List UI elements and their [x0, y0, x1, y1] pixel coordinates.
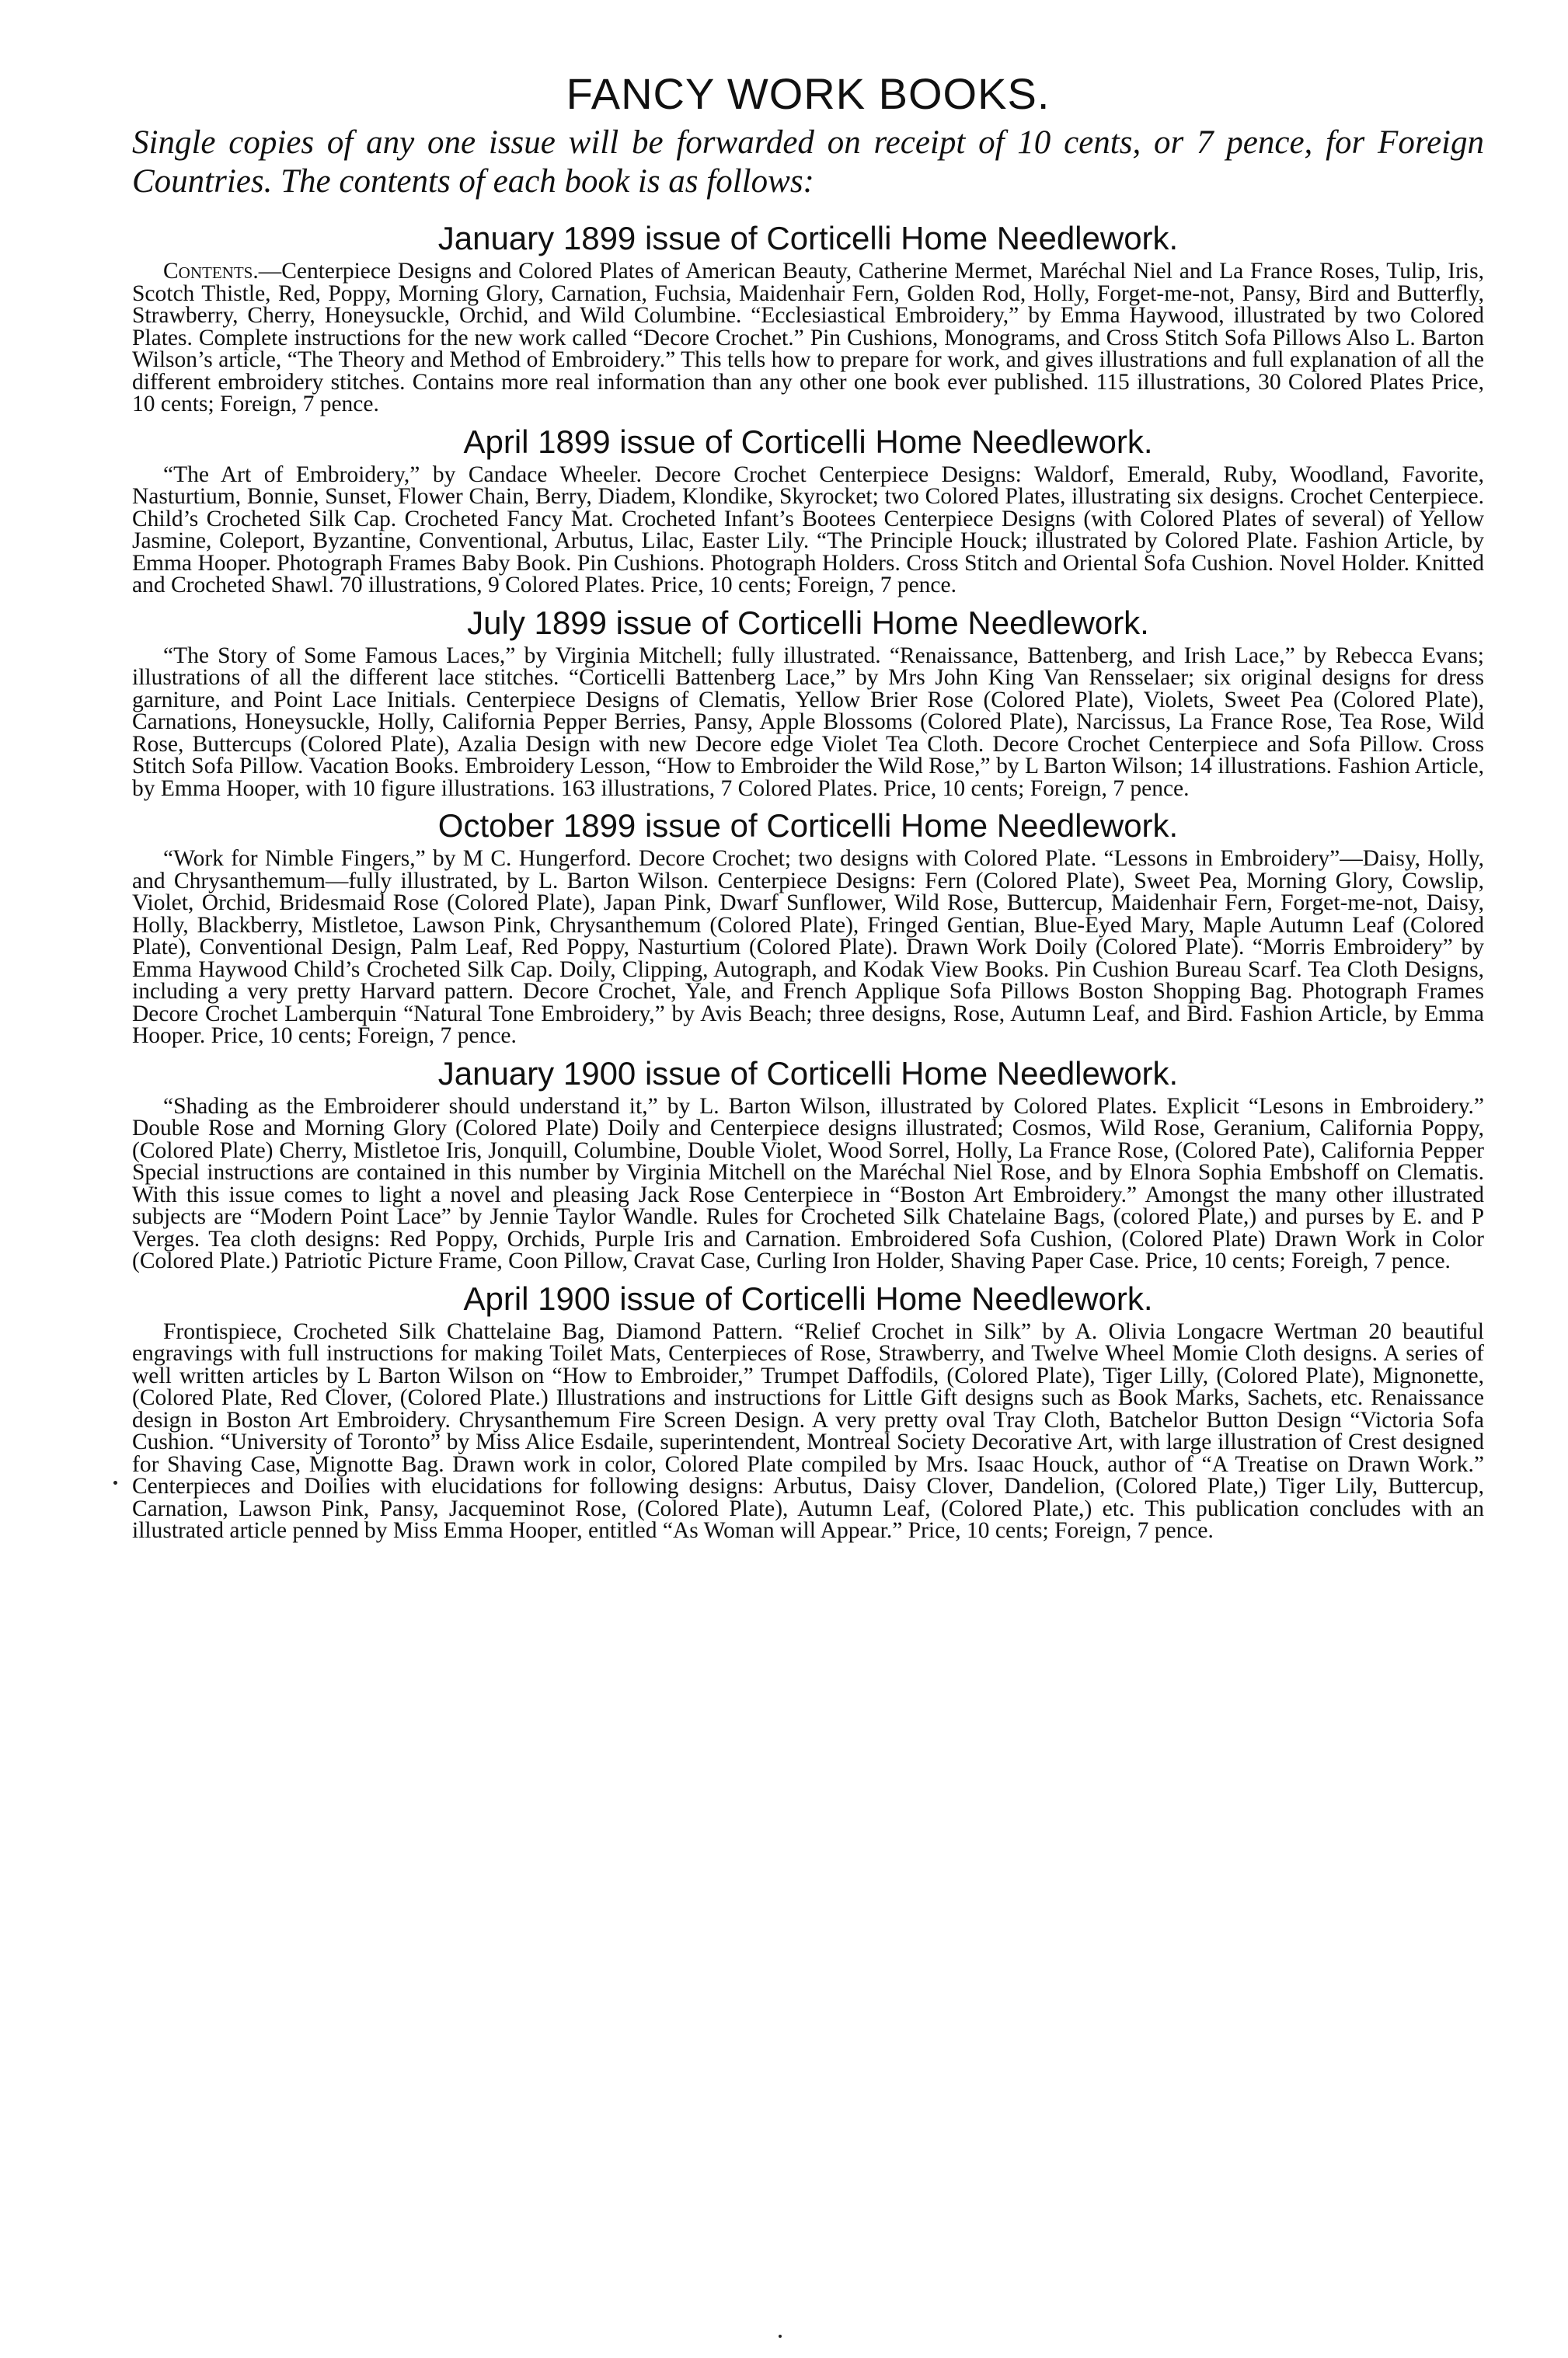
issue-description — [132, 260, 1484, 416]
footer-mark — [779, 2335, 782, 2338]
issue-section-oct-1899 — [132, 807, 1484, 1047]
issue-section-jan-1900 — [132, 1055, 1484, 1273]
issue-description: Frontispiece, Crocheted Silk Chattelaine Bag, Diamond Pattern. “Relief Crochet in Silk” by A. Olivia Longacre Wertman 20 beautiful engravings with full instructions for making Toilet Mats, Centerpieces of Rose, Strawberry, and Twelve Wheel Momie Cloth designs. A series of well written articles by L Barton Wilson on “How to Embroider,” Trumpet Daffodils, (Colored Plate), Tiger Lilly, (Colored Plate), Mignonette, (Colored Plate, Red Clover, (Colored Plate.) Illustrations and instructions for Little Gift designs such as Book Marks, Sachets, etc. Renaissance design in Boston Art Embroidery. Chrysanthemum Fire Screen Design. A very pretty oval Tray Cloth, Batchelor Button Design “Victoria Sofa Cushion. “University of Toronto” by Miss Alice Esdaile, superintendent, Montreal Society Decorative Art, with large illustration of Crest designed for Shaving Case, Mignotte Bag. Drawn work in color, Colored Plate compiled by Mrs. Isaac Houck, author of “A Treatise on Drawn Work.” Centerpieces and Doilies with elucidations for following designs: Arbutus, Daisy Clover, Dandelion, (Colored Plate,) Tiger Lily, Buttercup, Carnation, Lawson Pink, Pansy, Jacqueminot Rose, (Colored Plate), Autumn Leaf, (Colored Plate,) etc. This publication concludes with an illustrated article penned by Miss Emma Hooper, entitled “As Woman will Appear.” Price, 10 cents; Foreign, 7 pence. — [132, 1318, 1484, 1543]
issue-section-apr-1899 — [132, 423, 1484, 597]
issue-description: “The Art of Embroidery,” by Candace Wheeler. Decore Crochet Centerpiece Designs: Waldorf, Emerald, Ruby, Woodland, Favorite, Nasturtium, Bonnie, Sunset, Flower Chain, Berry, Diadem, Klondike, Skyrocket; two Colored Plates, illustrating six designs. Crochet Centerpiece. Child’s Crocheted Silk Cap. Crocheted Fancy Mat. Crocheted Infant’s Bootees Centerpiece Designs (with Colored Plates of several) of Yellow Jasmine, Coleport, Byzantine, Conventional, Arbutus, Lilac, Easter Lily. “The Principle Houck; illustrated by Colored Plate. Fashion Article, by Emma Hooper. Photograph Frames Baby Book. Pin Cushions. Photograph Holders. Cross Stitch and Oriental Sofa Cushion. Novel Holder. Knitted and Crocheted Shawl. 70 illustrations, 9 Colored Plates. Price, 10 cents; Foreign, 7 pence. — [132, 461, 1484, 597]
margin-mark — [113, 1481, 117, 1485]
issue-heading: January 1899 issue of Corticelli Home Needlework. — [437, 220, 1179, 256]
issue-description: “Shading as the Embroiderer should understand it,” by L. Barton Wilson, illustrated by Colored Plates. Explicit “Lesons in Embroidery.” Double Rose and Morning Glory (Colored Plate) Doily and Centerpiece designs illustrated; Cosmos, Wild Rose, Geranium, California Poppy, (Colored Plate) Cherry, Mistletoe Iris, Jonquill, Columbine, Double Violet, Wood Sorrel, Holly, La France Rose, (Colored Pate), California Pepper Special instructions are contained in this number by Virginia Mitchell on the Maréchal Niel Rose, and by Elnora Sophia Embshoff on Clematis. With this issue comes to light a novel and pleasing Jack Rose Centerpiece in “Boston Art Embroidery.” Amongst the many other illustrated subjects are “Modern Point Lace” by Jennie Taylor Wandle. Rules for Crocheted Silk Chatelaine Bags, (colored Plate,) and purses by E. and P Verges. Tea cloth designs: Red Poppy, Orchids, Purple Iris and Carnation. Embroidered Sofa Cushion, (Colored Plate) Drawn Work in Color (Colored Plate.) Patriotic Picture Frame, Coon Pillow, Cravat Case, Curling Iron Holder, Shaving Paper Case. Price, 10 cents; Foreigh, 7 pence. — [132, 1093, 1484, 1273]
issue-section-jan-1899 — [132, 220, 1484, 416]
issue-description: “The Story of Some Famous Laces,” by Virginia Mitchell; fully illustrated. “Renaissance, Battenberg, and Irish Lace,” by Rebecca Evans; illustrations of all the different lace stitches. “Corticelli Battenberg Lace,” by Mrs John King Van Rensselaer; six original designs for dress garniture, and Point Lace Initials. Centerpiece Designs of Clematis, Yellow Brier Rose (Colored Plate), Violets, Sweet Pea (Colored Plate), Carnations, Honeysuckle, Holly, California Pepper Berries, Pansy, Apple Blossoms (Colored Plate), Narcissus, La France Rose, Tea Rose, Wild Rose, Buttercups (Colored Plate), Azalia Design with new Decore edge Violet Tea Cloth. Decore Crochet Centerpiece and Sofa Pillow. Cross Stitch Sofa Pillow. Vacation Books. Embroidery Lesson, “How to Embroider the Wild Rose,” by L Barton Wilson; 14 illustrations. Fashion Article, by Emma Hooper, with 10 figure illustrations. 163 illustrations, 7 Colored Plates. Price, 10 cents; Foreign, 7 pence. — [132, 643, 1484, 801]
issue-heading: January 1900 issue of Corticelli Home Needlework. — [437, 1054, 1179, 1092]
issue-heading: April 1900 issue of Corticelli Home Needlework. — [463, 1280, 1153, 1317]
issue-description: “Work for Nimble Fingers,” by M C. Hungerford. Decore Crochet; two designs with Colored Plate. “Lessons in Embroidery”—Daisy, Holly, and Chrysanthemum—fully illustrated, by L. Barton Wilson. Centerpiece Designs: Fern (Colored Plate), Sweet Pea, Morning Glory, Cowslip, Violet, Orchid, Bridesmaid Rose (Colored Plate), Japan Pink, Dwarf Sunflower, Wild Rose, Buttercup, Maidenhair Fern, Forget-me-not, Daisy, Holly, Blackberry, Mistletoe, Lawson Pink, Chrysanthemum (Colored Plate), Fringed Gentian, Blue-Eyed Mary, Maple Autumn Leaf (Colored Plate), Conventional Design, Palm Leaf, Red Poppy, Nasturtium (Colored Plate). Drawn Work Doily (Colored Plate). “Morris Embroidery” by Emma Haywood Child’s Crocheted Silk Cap. Doily, Clipping, Autograph, and Kodak View Books. Pin Cushion Bureau Scarf. Tea Cloth Designs, including a very pretty Harvard pattern. Decore Crochet, Yale, and French Applique Sofa Pillows Boston Shopping Bag. Photograph Frames Decore Crochet Lamberquin “Natural Tone Embroidery,” by Avis Beach; three designs, Rose, Autumn Leaf, and Bird. Fashion Article, by Emma Hooper. Price, 10 cents; Foreign, 7 pence. — [132, 846, 1484, 1048]
issue-description-text: —Centerpiece Designs and Colored Plates of American Beauty, Catherine Mermet, Maréchal Niel and La France Roses, Tulip, Iris, Scotch Thistle, Red, Poppy, Morning Glory, Carnation, Fuchsia, Maidenhair Fern, Golden Rod, Holly, Forget-me-not, Pansy, Bird and Butterfly, Strawberry, Cherry, Honeysuckle, Orchid, and Wild Columbine. “Ecclesiastical Embroidery,” by Emma Haywood, illustrated by two Colored Plates. Complete instructions for the new work called “Decore Crochet.” Pin Cushions, Monograms, and Cross Stitch Sofa Pillows Also L. Barton Wilson’s article, “The Theory and Method of Embroidery.” This tells how to prepare for work, and gives illustrations and full explanation of all the different embroidery stitches. Contains more real information than any other one book ever published. 115 illustrations, 30 Colored Plates Price, 10 cents; Foreign, 7 pence. — [132, 259, 1484, 416]
page-content — [132, 68, 1484, 1550]
issue-heading: October 1899 issue of Corticelli Home Needlework. — [437, 807, 1179, 844]
intro-text: Single copies of any one issue will be forwarded on receipt of 10 cents, or 7 pence, for Foreign Countries. The contents of each book is as follows: — [132, 124, 1484, 200]
page-title: FANCY WORK BOOKS. — [566, 69, 1051, 118]
issue-section-apr-1900 — [132, 1280, 1484, 1542]
issue-heading: July 1899 issue of Corticelli Home Needlework. — [467, 604, 1149, 641]
contents-label: Contents. — [163, 259, 259, 284]
issue-section-jul-1899 — [132, 604, 1484, 800]
issue-heading: April 1899 issue of Corticelli Home Needlework. — [463, 423, 1153, 460]
